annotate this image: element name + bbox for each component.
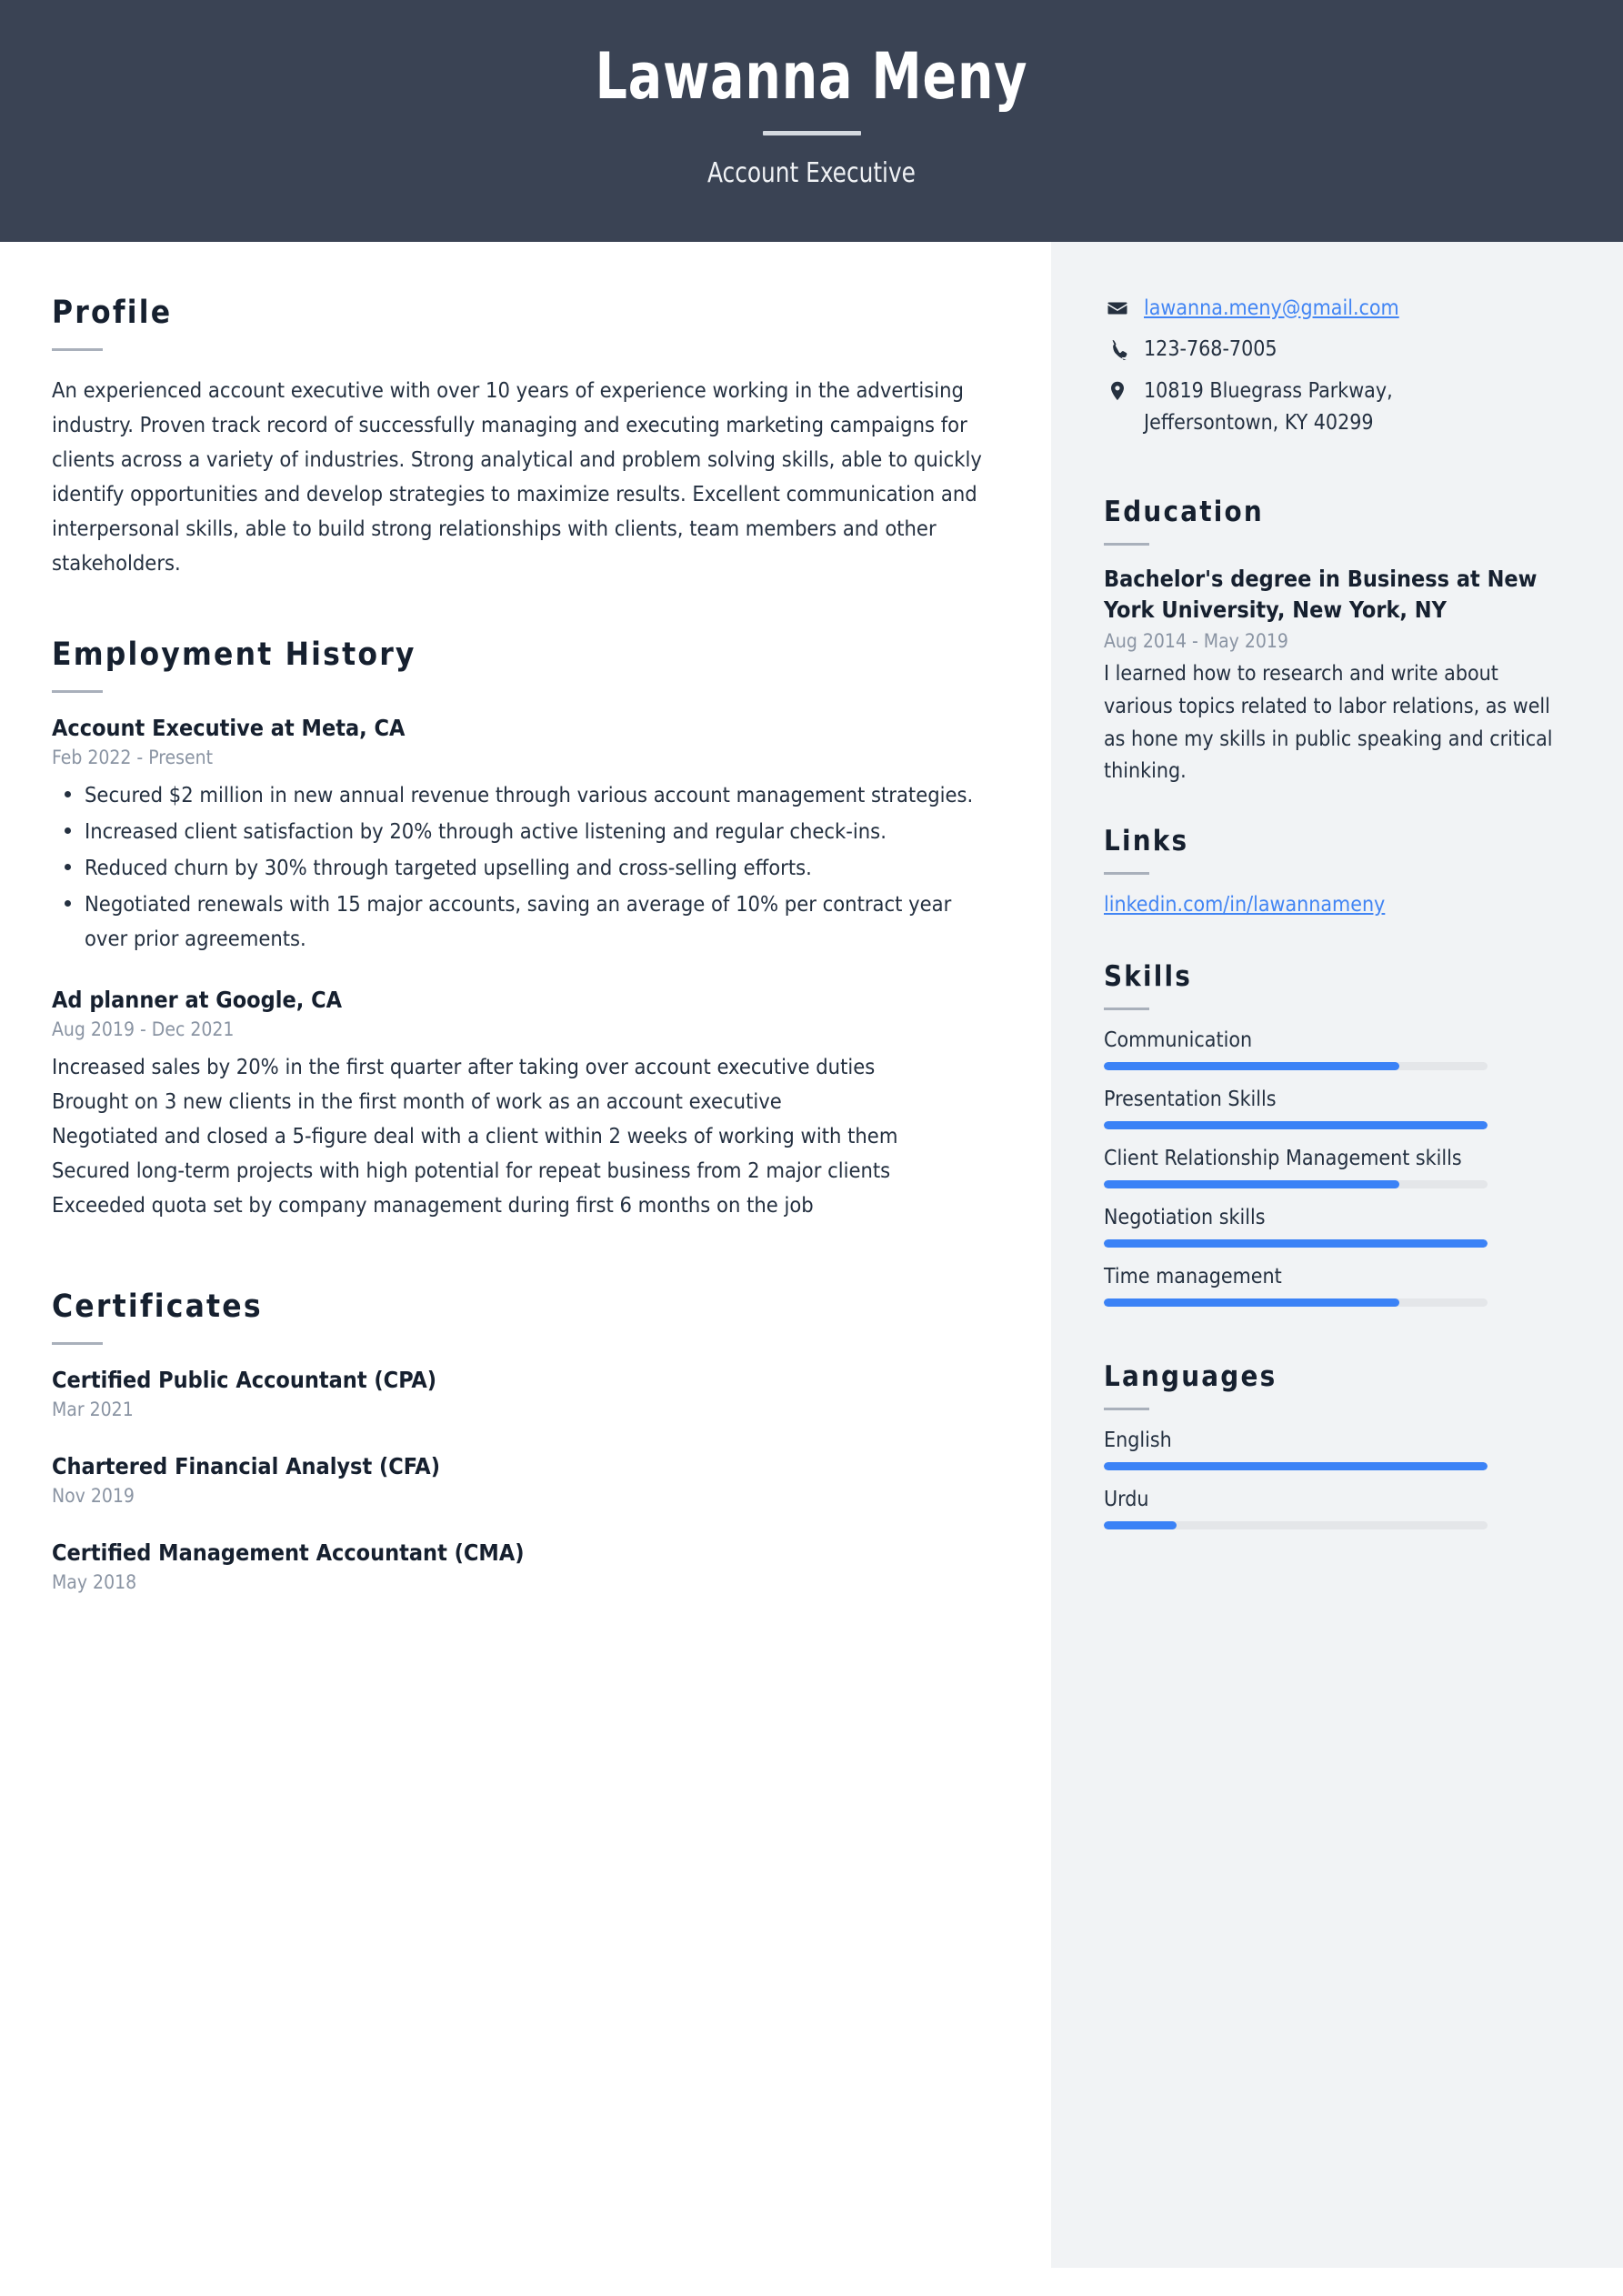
envelope-icon [1104, 293, 1131, 319]
employment-entry [52, 987, 997, 1222]
skill-bar-fill [1104, 1121, 1488, 1129]
spacer [1104, 1324, 1567, 1360]
certificate-entry [52, 1453, 997, 1507]
resume-body [0, 242, 1623, 2268]
section-title-links: Links [1104, 824, 1189, 857]
resume-header [0, 0, 1623, 242]
job-title: Ad planner at Google, CA [52, 987, 342, 1014]
phone-icon [1104, 334, 1131, 360]
section-rule-skills [1104, 1008, 1149, 1010]
link-list [1104, 893, 1567, 917]
job-title: Account Executive at Meta, CA [52, 714, 406, 741]
section-rule-profile [52, 348, 103, 351]
skill-bar-fill [1104, 1298, 1399, 1307]
spacer [52, 580, 997, 637]
education-degree: Bachelor's degree in Business at New York University, New York, NY [1104, 566, 1538, 624]
section-title-skills: Skills [1104, 959, 1193, 993]
section-title-employment: Employment History [52, 636, 416, 673]
skill-label: Negotiation skills [1104, 1205, 1266, 1229]
language-label: English [1104, 1428, 1172, 1452]
list-item: Brought on 3 new clients in the first month of work as an account executive [52, 1088, 782, 1115]
certificate-date: Nov 2019 [52, 1484, 135, 1507]
skill-bar-track [1104, 1121, 1488, 1129]
skill-label: Presentation Skills [1104, 1087, 1277, 1111]
section-rule-education [1104, 543, 1149, 546]
spacer [1104, 924, 1567, 960]
list-item: Exceeded quota set by company management during first 6 months on the job [52, 1192, 814, 1218]
contact-phone: 123-768-7005 [1144, 337, 1277, 362]
skill-label: Client Relationship Management skills [1104, 1146, 1462, 1170]
section-profile [52, 295, 997, 580]
spacer [1104, 788, 1567, 825]
skill-item [1104, 1088, 1567, 1129]
section-skills [1104, 960, 1567, 1307]
certificate-entry [52, 1367, 997, 1420]
skill-bar-track [1104, 1180, 1488, 1188]
list-item: Secured long-term projects with high potential for repeat business from 2 major clients [52, 1158, 891, 1184]
location-pin-icon [1104, 376, 1131, 402]
section-title-profile: Profile [52, 294, 173, 331]
skill-label: Time management [1104, 1264, 1282, 1288]
contact-details [1104, 293, 1567, 440]
section-title-education: Education [1104, 496, 1264, 529]
section-rule-employment [52, 690, 103, 693]
list-item: Increased client satisfaction by 20% through active listening and regular check-ins. [52, 814, 997, 848]
certificate-name: Chartered Financial Analyst (CFA) [52, 1452, 440, 1479]
certificate-name: Certified Management Accountant (CMA) [52, 1539, 525, 1566]
certificate-entry [52, 1539, 997, 1593]
spacer [52, 1232, 997, 1288]
address-line-1: 10819 Bluegrass Parkway, [1144, 379, 1393, 404]
skill-item [1104, 1147, 1567, 1188]
language-bar-track [1104, 1521, 1488, 1529]
profile-text: An experienced account executive with over 10 years of experience working in the advertising industry. Proven track record of successfully managing and executing marketing campaigns for clients across a variety of industries. Strong analytical and problem solving skills, able to quickly identify opportunities and develop strategies to maximize results. Excellent communication and interpersonal skills, able to build strong relationships with clients, team members and other stakeholders. [52, 376, 982, 576]
header-job-title: Account Executive [707, 156, 916, 189]
email-link[interactable]: lawanna.meny@gmail.com [1144, 296, 1399, 320]
skill-item [1104, 1206, 1567, 1248]
skill-label: Communication [1104, 1028, 1253, 1052]
contact-row-phone [1104, 334, 1567, 366]
skill-bar-track [1104, 1239, 1488, 1248]
list-item: Increased sales by 20% in the first quarter after taking over account executive duties [52, 1054, 876, 1080]
skill-bar-track [1104, 1298, 1488, 1307]
certificate-date: May 2018 [52, 1570, 137, 1593]
contact-email [1144, 293, 1399, 325]
section-rule-languages [1104, 1408, 1149, 1410]
language-item [1104, 1429, 1567, 1470]
section-title-languages: Languages [1104, 1359, 1277, 1393]
skill-item [1104, 1028, 1567, 1070]
contact-row-address [1104, 376, 1567, 439]
job-bullet-list [52, 777, 997, 956]
education-dates: Aug 2014 - May 2019 [1104, 630, 1288, 653]
section-languages [1104, 1360, 1567, 1529]
job-dates: Aug 2019 - Dec 2021 [52, 1018, 235, 1041]
list-item: Reduced churn by 30% through targeted upselling and cross-selling efforts. [52, 850, 997, 885]
section-title-certificates: Certificates [52, 1288, 263, 1325]
job-dates: Feb 2022 - Present [52, 746, 214, 768]
section-certificates [52, 1288, 997, 1593]
job-description-list [52, 1049, 997, 1222]
skill-bar-track [1104, 1062, 1488, 1070]
certificate-name: Certified Public Accountant (CPA) [52, 1366, 437, 1393]
main-column [0, 242, 1051, 2268]
section-employment-history [52, 637, 997, 1223]
skill-bar-fill [1104, 1239, 1488, 1248]
sidebar-column [1051, 242, 1623, 2268]
certificate-date: Mar 2021 [52, 1398, 134, 1420]
language-item [1104, 1488, 1567, 1529]
linkedin-link[interactable]: linkedin.com/in/lawannameny [1104, 892, 1386, 917]
section-links [1104, 825, 1567, 917]
language-bar-fill [1104, 1462, 1488, 1470]
list-item: Secured $2 million in new annual revenue through various account management strategies. [52, 777, 997, 812]
language-label: Urdu [1104, 1487, 1149, 1511]
section-rule-links [1104, 872, 1149, 875]
page-title: Lawanna Meny [595, 39, 1028, 114]
list-item: Negotiated and closed a 5-figure deal with a client within 2 weeks of working with them [52, 1123, 898, 1149]
skill-item [1104, 1265, 1567, 1307]
education-description: I learned how to research and write about various topics related to labor relations, as well as hone my skills in public speaking and critical thinking. [1104, 662, 1553, 784]
skill-bar-fill [1104, 1180, 1399, 1188]
contact-row-email [1104, 293, 1567, 325]
contact-address [1144, 376, 1393, 439]
skill-bar-fill [1104, 1062, 1399, 1070]
header-divider [763, 131, 861, 135]
language-bar-fill [1104, 1521, 1177, 1529]
address-line-2: Jeffersontown, KY 40299 [1144, 411, 1374, 436]
employment-entry [52, 715, 997, 956]
section-rule-certificates [52, 1342, 103, 1345]
language-bar-track [1104, 1462, 1488, 1470]
section-education [1104, 496, 1567, 788]
list-item: Negotiated renewals with 15 major accounts, saving an average of 10% per contract year over prior agreements. [52, 887, 997, 956]
